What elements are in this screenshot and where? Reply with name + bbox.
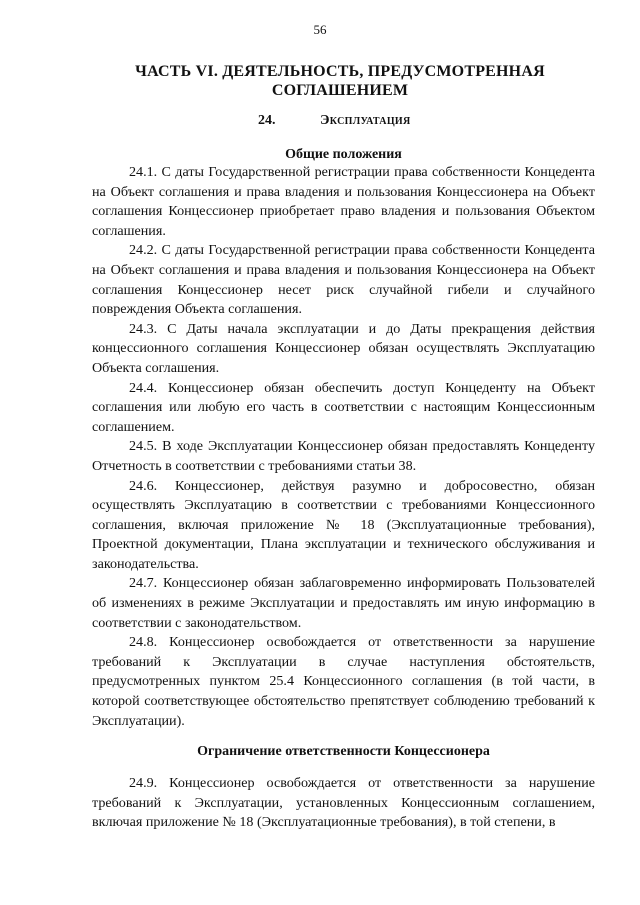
paragraph-24-9: 24.9. Концессионер освобождается от ответственности за нарушение требований к Эксплуатации, установленных Концессионным соглашением, включая приложение № 18 (Эксплуатационные требования), в той степени, в <box>92 775 595 831</box>
paragraph-24-4: 24.4. Концессионер обязан обеспечить доступ Концеденту на Объект соглашения или любую его часть в соответствии с настоящим Концессионным соглашением. <box>92 379 595 435</box>
paragraph-24-8: 24.8. Концессионер освобождается от ответственности за нарушение требований к Эксплуатации в случае наступления обстоятельств, предусмотренных пунктом 25.4 Концессионного соглашения (в той части, в которой соответствующее обстоятельство препятствует соблюдению требований к Эксплуатации). <box>92 634 595 729</box>
general-provisions-body <box>92 163 595 731</box>
liability-limitation-body <box>92 774 595 833</box>
paragraph-24-3: 24.3. С Даты начала эксплуатации и до Даты прекращения действия концессионного соглашения Концессионер обязан осуществлять Эксплуатацию Объекта соглашения. <box>92 320 595 376</box>
paragraph-24-7: 24.7. Концессионер обязан заблаговременно информировать Пользователей об изменениях в режиме Эксплуатации и предоставлять им иную информацию в соответствии с законодательством. <box>92 575 595 631</box>
paragraph-24-6: 24.6. Концессионер, действуя разумно и добросовестно, обязан осуществлять Эксплуатацию в соответствии с требованиями Концессионного соглашения, включая приложение № 18 (Эксплуатационные требования), Проектной документации, Плана эксплуатации и технического обслуживания и законодательства. <box>92 477 595 572</box>
section-title: Эксплуатация <box>320 113 411 128</box>
general-provisions-heading: Общие положения <box>285 147 402 162</box>
part-title: ЧАСТЬ VI. ДЕЯТЕЛЬНОСТЬ, ПРЕДУСМОТРЕННАЯ СОГЛАШЕНИЕМ <box>135 63 545 99</box>
paragraph-24-2: 24.2. С даты Государственной регистрации права собственности Концедента на Объект соглашения и права владения и пользования Концессионера на Объект соглашения Концессионер несет риск случайной гибели и случайного повреждения Объекта соглашения. <box>92 242 595 318</box>
paragraph-24-5: 24.5. В ходе Эксплуатации Концессионер обязан предоставлять Концеденту Отчетность в соответствии с требованиями статьи 38. <box>92 438 595 474</box>
page-number: 56 <box>313 22 327 37</box>
section-number: 24. <box>258 113 276 128</box>
liability-limitation-heading: Ограничение ответственности Концессионера <box>197 744 490 759</box>
paragraph-24-1: 24.1. С даты Государственной регистрации права собственности Концедента на Объект соглашения и права владения и пользования Концессионера на Объект соглашения Концессионер приобретает право владения и пользования Объектом соглашения. <box>92 164 595 239</box>
